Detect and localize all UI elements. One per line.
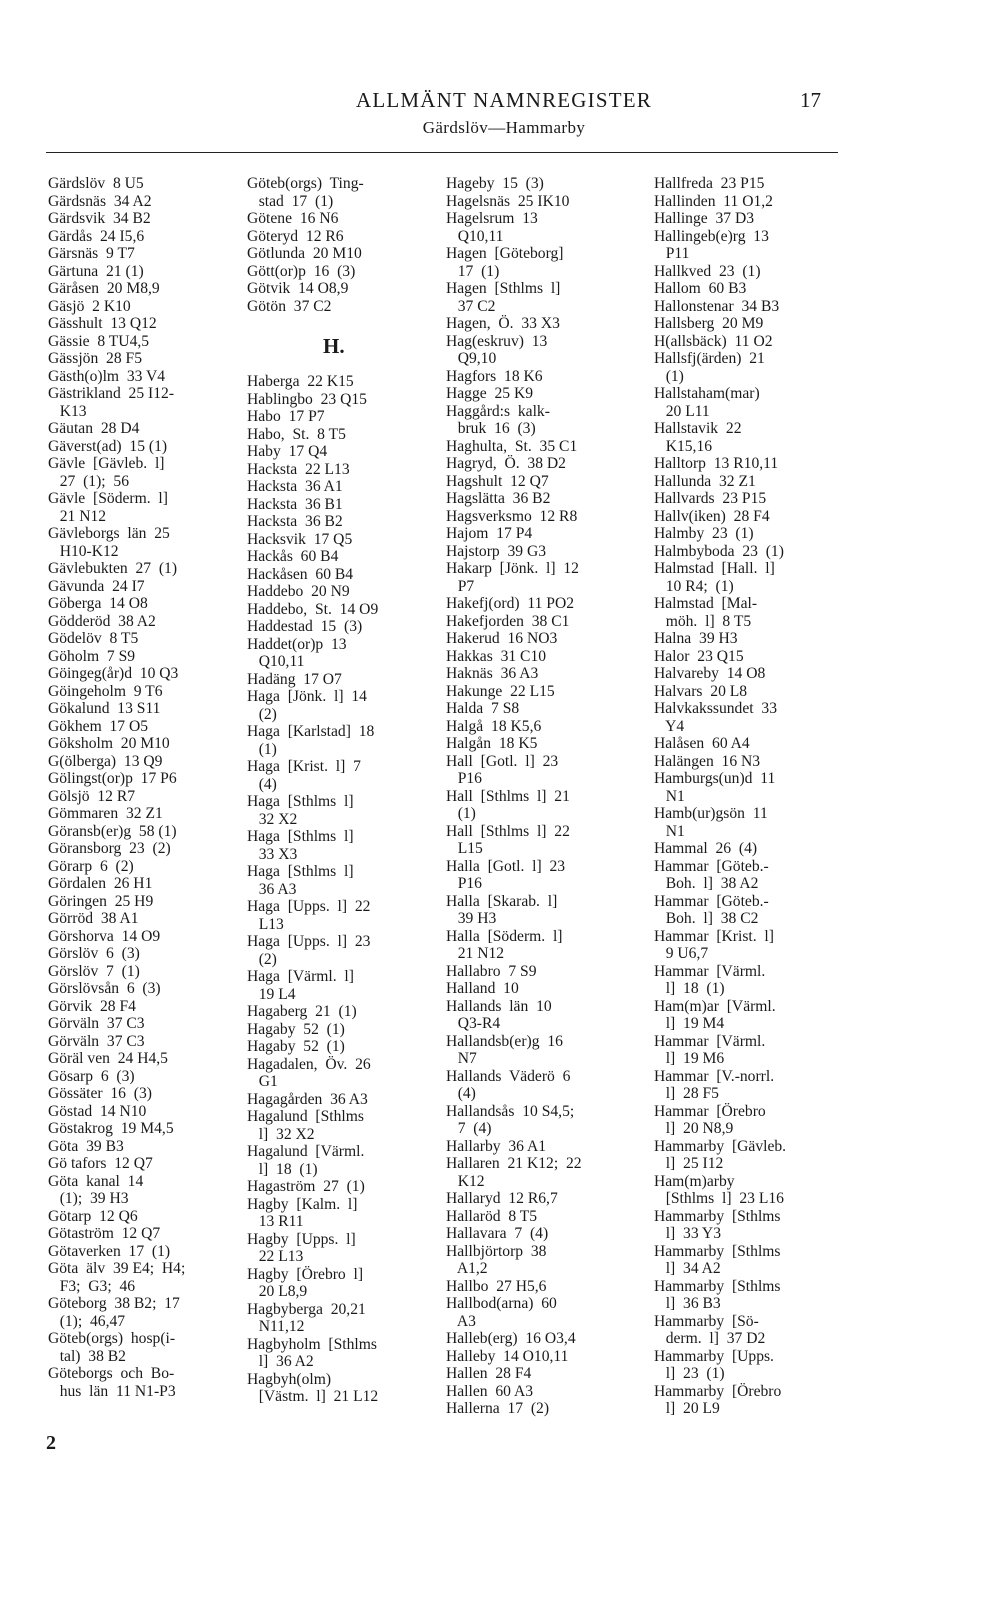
index-entry: Haberga 22 K15 (247, 373, 354, 390)
index-entry: Götaverken 17 (1) (48, 1242, 171, 1260)
page-range: Gärdslöv—Hammarby (422, 118, 586, 137)
index-entry: l] 36 A2 (247, 1353, 314, 1370)
index-entry: Hallbjörtorp 38 (446, 1242, 547, 1260)
index-entry: Hallv(iken) 28 F4 (654, 507, 770, 525)
section-letter: H. (323, 334, 345, 358)
index-entry: Hallabro 7 S9 (446, 962, 537, 980)
index-entry: Göstakrog 19 M4,5 (48, 1120, 174, 1137)
index-entry: Halla [Gotl. l] 23 (446, 857, 566, 875)
header-rule (46, 152, 838, 153)
index-entry: Hacksta 36 B2 (247, 513, 343, 530)
index-entry: Gässie 8 TU4,5 (48, 332, 150, 350)
index-entry: Haggård:s kalk- (446, 402, 550, 420)
index-entry: (1); 39 H3 (48, 1190, 129, 1207)
index-entry: Hall [Sthlms l] 22 (446, 822, 570, 840)
index-entry: Hagadalen, Öv. 26 (247, 1055, 371, 1073)
index-entry: Hallen 60 A3 (446, 1382, 534, 1400)
index-entry: Hallarby 36 A1 (446, 1137, 547, 1155)
index-entry: Halltorp 13 R10,11 (654, 455, 779, 472)
index-entry: Haddet(or)p 13 (247, 635, 347, 653)
index-entry: stad 17 (1) (247, 192, 334, 210)
index-entry: Q10,11 (247, 653, 305, 670)
index-entry: N11,12 (247, 1318, 305, 1335)
index-entry: Boh. l] 38 A2 (654, 875, 759, 892)
index-entry: Gökalund 13 S11 (48, 700, 161, 717)
index-entry: Hagaby 52 (1) (247, 1038, 345, 1055)
index-entry: G(ölberga) 13 Q9 (48, 752, 163, 770)
index-entry: N7 (446, 1050, 477, 1067)
index-entry: Hammal 26 (4) (654, 840, 758, 857)
index-entry: l] 33 Y3 (654, 1225, 721, 1242)
index-entry: Hallom 60 B3 (654, 280, 747, 297)
index-entry: Göberga 14 O8 (48, 595, 148, 612)
index-entry: Görväln 37 C3 (48, 1015, 145, 1032)
index-entry: Göksholm 20 M10 (48, 735, 170, 752)
index-entry: Halmstad [Hall. l] (654, 560, 775, 577)
index-entry: (2) (247, 705, 277, 723)
index-entry: Halor 23 Q15 (654, 647, 744, 665)
index-entry: Görröd 38 A1 (48, 910, 139, 927)
index-entry: Haga [Sthlms l] (247, 793, 354, 810)
index-entry: Gäverst(ad) 15 (1) (48, 437, 168, 455)
index-entry: Gärdås 24 I5,6 (48, 227, 145, 245)
index-entry: Halvareby 14 O8 (654, 665, 766, 682)
index-entry: L15 (446, 840, 483, 857)
index-entry: Halleb(erg) 16 O3,4 (446, 1330, 576, 1347)
index-entry: 7 (4) (446, 1120, 492, 1137)
index-entry: [Västm. l] 21 L12 (247, 1388, 379, 1405)
index-entry: (4) (446, 1085, 476, 1102)
index-entry: G1 (247, 1073, 278, 1090)
index-entry: F3; G3; 46 (48, 1277, 136, 1295)
index-entry: P11 (654, 245, 690, 262)
index-entry: Gärdslöv 8 U5 (48, 175, 144, 192)
index-entry: Hagshult 12 Q7 (446, 472, 549, 490)
index-entry: 21 N12 (48, 507, 107, 525)
index-entry: Gärsnäs 9 T7 (48, 245, 135, 262)
index-entry: Hallaryd 12 R6,7 (446, 1190, 558, 1207)
index-entry: Hagfors 18 K6 (446, 367, 543, 385)
index-entry: Gässhult 13 Q12 (48, 315, 157, 332)
index-entry: Göta 39 B3 (48, 1137, 124, 1155)
index-column-1 (48, 175, 238, 1400)
index-entry: Gässjön 28 F5 (48, 350, 143, 367)
index-entry: Gäsjö 2 K10 (48, 297, 131, 315)
index-entry: 17 (1) (446, 262, 500, 280)
index-entry: Hacksta 22 L13 (247, 460, 350, 478)
index-entry: Hagryd, Ö. 38 D2 (446, 455, 566, 472)
index-entry: Hammarby [Örebro (654, 1382, 782, 1400)
index-entry: 9 U6,7 (654, 945, 709, 962)
index-entry: Gött(or)p 16 (3) (247, 262, 356, 280)
index-entry: Hall [Sthlms l] 21 (446, 787, 570, 805)
index-entry: möh. l] 8 T5 (654, 612, 752, 630)
index-entry: Habo 17 P7 (247, 408, 325, 425)
index-entry: Hagsverksmo 12 R8 (446, 507, 578, 525)
index-entry: Hagge 25 K9 (446, 385, 534, 402)
index-entry: l] 34 A2 (654, 1260, 721, 1277)
index-entry: Halland 10 (446, 980, 519, 997)
index-entry: Hagen, Ö. 33 X3 (446, 315, 560, 332)
index-entry: [Sthlms l] 23 L16 (654, 1190, 784, 1207)
index-entry: Götarp 12 Q6 (48, 1207, 138, 1225)
index-entry: Hallkved 23 (1) (654, 262, 761, 280)
index-entry: Hallaröd 8 T5 (446, 1207, 538, 1225)
index-entry: Görslöv 6 (3) (48, 945, 140, 962)
index-entry: Hageby 15 (3) (446, 175, 544, 192)
index-entry: Göingeholm 9 T6 (48, 682, 163, 700)
index-entry: derm. l] 37 D2 (654, 1330, 766, 1347)
index-entry: l] 23 (1) (654, 1365, 725, 1382)
index-entry: Hagelsnäs 25 IK10 (446, 192, 570, 210)
page-title: ALLMÄNT NAMNREGISTER (355, 88, 653, 112)
index-entry: (1) (247, 740, 277, 758)
index-column-2 (247, 175, 437, 1406)
index-entry: 20 L8,9 (247, 1283, 308, 1300)
index-entry: (1) (446, 805, 476, 822)
index-entry: l] 20 N8,9 (654, 1120, 734, 1137)
index-entry: Gäråsen 20 M8,9 (48, 280, 160, 297)
index-entry: Hammar [Göteb.- (654, 857, 769, 875)
index-entry: Halvars 20 L8 (654, 682, 748, 700)
index-entry: Ham(m)arby (654, 1172, 735, 1190)
index-entry: Hammarby [Sthlms (654, 1277, 781, 1295)
index-entry: Hammar [Värml. (654, 1032, 766, 1050)
index-entry: Hammarby [Sthlms (654, 1242, 781, 1260)
index-column-3 (446, 175, 638, 1418)
index-entry: Hagagården 36 A3 (247, 1090, 368, 1108)
index-entry: (4) (247, 775, 277, 793)
index-entry: N1 (654, 787, 685, 805)
index-entry: Hamb(ur)gsön 11 (654, 805, 768, 822)
index-entry: l] 36 B3 (654, 1295, 721, 1312)
index-entry: Hakkas 31 C10 (446, 647, 547, 665)
index-entry: Gäutan 28 D4 (48, 420, 140, 437)
index-entry: Halmbyboda 23 (1) (654, 542, 784, 560)
index-entry: l] 18 (1) (654, 980, 725, 997)
index-entry: Hallsfj(ärden) 21 (654, 350, 765, 367)
index-entry: H(allsbäck) 11 O2 (654, 332, 773, 350)
index-entry: Hadäng 17 O7 (247, 670, 342, 688)
index-entry: Hammar [V.-norrl. (654, 1067, 775, 1085)
index-entry: Göstad 14 N10 (48, 1102, 147, 1120)
index-entry: Hakunge 22 L15 (446, 682, 555, 700)
index-entry: Halmstad [Mal- (654, 595, 758, 612)
index-entry: Götene 16 N6 (247, 210, 339, 227)
index-entry: N1 (654, 822, 685, 840)
index-entry: Hagbyh(olm) (247, 1370, 332, 1388)
section-spacer (247, 315, 437, 333)
index-entry: Q10,11 (446, 227, 504, 245)
index-entry: Hagaby 52 (1) (247, 1020, 345, 1038)
index-entry: Hablingbo 23 Q15 (247, 390, 367, 408)
index-entry: l] 25 I12 (654, 1155, 724, 1172)
index-entry: Hacksvik 17 Q5 (247, 530, 353, 548)
index-entry: Hallerna 17 (2) (446, 1400, 550, 1417)
index-entry: Haghulta, St. 35 C1 (446, 437, 578, 455)
index-entry: Göringen 25 H9 (48, 892, 154, 910)
index-entry: Haga [Upps. l] 22 (247, 898, 371, 915)
index-entry: Hagslätta 36 B2 (446, 490, 551, 507)
index-entry: Hammarby [Sö- (654, 1312, 759, 1330)
index-entry: Hagbyberga 20,21 (247, 1300, 366, 1318)
index-entry: Halla [Söderm. l] (446, 927, 563, 945)
index-entry: 10 R4; (1) (654, 577, 734, 595)
index-entry: Görslöv 7 (1) (48, 962, 140, 980)
index-entry: Hallavara 7 (4) (446, 1225, 549, 1242)
index-entry: A3 (446, 1312, 476, 1330)
index-entry: Gävunda 24 I7 (48, 577, 145, 595)
index-entry: Görvik 28 F4 (48, 997, 136, 1015)
index-entry: Hall [Gotl. l] 23 (446, 752, 559, 770)
index-entry: l] 19 M6 (654, 1050, 725, 1067)
index-column-4 (654, 175, 844, 1418)
index-entry: Hacksta 36 B1 (247, 495, 343, 513)
index-entry: Halvkakssundet 33 (654, 700, 777, 717)
index-entry: Gödderöd 38 A2 (48, 612, 156, 630)
index-entry: Hallvards 23 P15 (654, 490, 767, 507)
index-entry: Hacksta 36 A1 (247, 478, 343, 495)
index-entry: Haga [Sthlms l] (247, 863, 354, 880)
index-entry: 22 L13 (247, 1248, 304, 1265)
index-entry: Gökhem 17 O5 (48, 717, 149, 735)
index-entry: Hammar [Värml. (654, 962, 766, 980)
index-entry: l] 20 L9 (654, 1400, 720, 1417)
index-entry: Göteborg 38 B2; 17 (48, 1295, 180, 1312)
index-entry: Boh. l] 38 C2 (654, 910, 759, 927)
index-entry: Haddebo, St. 14 O9 (247, 600, 379, 618)
index-entry: l] 18 (1) (247, 1160, 318, 1178)
index-entry: 19 L4 (247, 985, 296, 1003)
index-entry: Hallands Väderö 6 (446, 1067, 571, 1085)
index-entry: Hajom 17 P4 (446, 525, 533, 542)
index-entry: Hallfreda 23 P15 (654, 175, 765, 192)
index-entry: Gödelöv 8 T5 (48, 630, 139, 647)
index-entry: Gärdsvik 34 B2 (48, 210, 151, 227)
index-entry: Hallbo 27 H5,6 (446, 1277, 547, 1295)
index-entry: Hammar [Krist. l] (654, 927, 774, 945)
index-entry: K15,16 (654, 437, 713, 455)
index-entry: Götaström 12 Q7 (48, 1225, 161, 1242)
index-entry: Hallandsås 10 S4,5; (446, 1102, 575, 1120)
index-entry: Hakarp [Jönk. l] 12 (446, 560, 579, 577)
index-entry: Q3-R4 (446, 1015, 501, 1032)
index-entry: l] 19 M4 (654, 1015, 725, 1032)
index-entry: Gösarp 6 (3) (48, 1067, 135, 1085)
index-entry: Halgå 18 K5,6 (446, 717, 542, 735)
index-entry: Hakerud 16 NO3 (446, 630, 558, 647)
index-entry: Hakefj(ord) 11 PO2 (446, 595, 575, 612)
index-entry: Gölingst(or)p 17 P6 (48, 770, 177, 787)
index-entry: Göteb(orgs) hosp(i- (48, 1330, 176, 1347)
index-entry: 33 X3 (247, 845, 298, 863)
index-entry: Göteryd 12 R6 (247, 227, 344, 245)
index-entry: Gästrikland 25 I12- (48, 385, 175, 402)
index-entry: Hagen [Göteborg] (446, 245, 564, 262)
index-entry: Hallonstenar 34 B3 (654, 297, 780, 315)
index-entry: Haga [Värml. l] (247, 968, 354, 985)
index-entry: l] 28 F5 (654, 1085, 719, 1102)
index-entry: Gävle [Söderm. l] (48, 490, 168, 507)
index-entry: Halåsen 60 A4 (654, 735, 750, 752)
index-entry: Gössäter 16 (3) (48, 1085, 152, 1102)
index-entry: K12 (446, 1172, 485, 1190)
index-entry: Göholm 7 S9 (48, 647, 136, 665)
index-entry: Gävleborgs län 25 (48, 525, 170, 542)
index-entry: Görarp 6 (2) (48, 857, 134, 875)
index-entry: 37 C2 (446, 297, 496, 315)
index-entry: Haby 17 Q4 (247, 443, 328, 460)
index-entry: Habo, St. 8 T5 (247, 425, 346, 443)
index-entry: Halda 7 S8 (446, 700, 520, 717)
index-entry: Gärdsnäs 34 A2 (48, 192, 152, 210)
index-entry: Haknäs 36 A3 (446, 665, 539, 682)
index-entry: Y4 (654, 717, 685, 735)
signature-mark: 2 (46, 1432, 56, 1454)
index-entry: Göingeg(år)d 10 Q3 (48, 665, 179, 682)
index-entry: Haga [Krist. l] 7 (247, 758, 361, 775)
index-entry: Gävle [Gävleb. l] (48, 455, 165, 472)
index-entry: A1,2 (446, 1260, 488, 1277)
index-entry: bruk 16 (3) (446, 420, 536, 437)
index-entry: l] 32 X2 (247, 1125, 315, 1143)
index-entry: Gästh(o)lm 33 V4 (48, 367, 166, 385)
index-entry: Göteborgs och Bo- (48, 1365, 175, 1382)
index-entry: Gö tafors 12 Q7 (48, 1155, 153, 1172)
index-entry: (1) (654, 367, 684, 385)
index-entry: Hallbod(arna) 60 (446, 1295, 557, 1312)
index-entry: Götvik 14 O8,9 (247, 280, 349, 297)
index-entry: Q9,10 (446, 350, 497, 367)
index-entry: Haga [Sthlms l] (247, 828, 354, 845)
index-entry: tal) 38 B2 (48, 1347, 126, 1365)
index-entry: Hagalund [Sthlms (247, 1108, 364, 1125)
index-entry: 21 N12 (446, 945, 505, 962)
index-entry: Hallstaham(mar) (654, 385, 760, 402)
index-entry: Hallands län 10 (446, 997, 552, 1015)
index-entry: Hakefjorden 38 C1 (446, 612, 570, 630)
index-entry: Hallaren 21 K12; 22 (446, 1155, 582, 1172)
index-entry: Hallinge 37 D3 (654, 210, 755, 227)
index-entry: Hallingeb(e)rg 13 (654, 227, 769, 245)
index-entry: Hagby [Örebro l] (247, 1265, 364, 1283)
index-entry: Hajstorp 39 G3 (446, 542, 547, 560)
index-entry: Hammarby [Gävleb. (654, 1137, 787, 1155)
index-entry: Hagen [Sthlms l] (446, 280, 561, 297)
index-entry: Götön 37 C2 (247, 297, 332, 315)
index-entry: Hammar [Örebro (654, 1102, 766, 1120)
index-entry: Hag(eskruv) 13 (446, 332, 548, 350)
index-entry: Halängen 16 N3 (654, 752, 761, 770)
index-entry: Gördalen 26 H1 (48, 875, 153, 892)
index-entry: Hallstavik 22 (654, 420, 742, 437)
index-entry: Göta kanal 14 (48, 1172, 144, 1190)
index-entry: Haga [Upps. l] 23 (247, 933, 371, 950)
index-entry: Hagby [Kalm. l] (247, 1195, 358, 1213)
index-entry: Halleby 14 O10,11 (446, 1347, 569, 1365)
index-entry: (1); 46,47 (48, 1312, 126, 1330)
index-entry: Hallen 28 F4 (446, 1365, 532, 1382)
index-entry: Haddestad 15 (3) (247, 618, 363, 635)
index-entry: Halla [Skarab. l] (446, 892, 558, 910)
index-entry: Gömmaren 32 Z1 (48, 805, 163, 822)
index-entry: Göta älv 39 E4; H4; (48, 1260, 186, 1277)
index-entry: hus län 11 N1-P3 (48, 1382, 176, 1400)
index-entry: Görshorva 14 O9 (48, 927, 161, 945)
index-entry: Hammar [Göteb.- (654, 892, 769, 910)
index-entry: P7 (446, 577, 475, 595)
index-entry: Göransb(er)g 58 (1) (48, 822, 177, 840)
index-entry: Hamburgs(un)d 11 (654, 770, 776, 787)
index-entry: K13 (48, 402, 87, 420)
index-entry: 27 (1); 56 (48, 472, 129, 490)
index-entry: 36 A3 (247, 880, 297, 898)
index-entry: 39 H3 (446, 910, 497, 927)
index-entry: L13 (247, 915, 284, 933)
index-entry: Gävlebukten 27 (1) (48, 560, 178, 577)
index-entry: Haddebo 20 N9 (247, 583, 350, 600)
index-entry: P16 (446, 770, 482, 787)
index-entry: Halna 39 H3 (654, 630, 738, 647)
index-entry: Hallandsb(er)g 16 (446, 1032, 563, 1050)
index-entry: P16 (446, 875, 482, 892)
index-entry: 20 L11 (654, 402, 710, 420)
index-entry: Gärtuna 21 (1) (48, 262, 144, 280)
index-entry: Götlunda 20 M10 (247, 245, 362, 262)
index-entry: Ham(m)ar [Värml. (654, 997, 776, 1015)
index-entry: H10-K12 (48, 542, 119, 560)
index-entry: Hagbyholm [Sthlms (247, 1335, 377, 1353)
index-entry: Haga [Karlstad] 18 (247, 723, 375, 740)
index-entry: Haga [Jönk. l] 14 (247, 688, 367, 705)
index-entry: Hammarby [Sthlms (654, 1207, 781, 1225)
index-entry: Hallinden 11 O1,2 (654, 192, 773, 210)
index-entry: Hallsberg 20 M9 (654, 315, 764, 332)
index-entry: (2) (247, 950, 277, 968)
index-entry: Hagby [Upps. l] (247, 1230, 356, 1248)
index-entry: Göräl ven 24 H4,5 (48, 1050, 168, 1067)
index-entry: Halmby 23 (1) (654, 525, 754, 542)
index-entry: Görväln 37 C3 (48, 1032, 145, 1050)
index-entry: Görslövsån 6 (3) (48, 980, 161, 997)
index-entry: Halgån 18 K5 (446, 735, 538, 752)
index-entry: Hagaberg 21 (1) (247, 1003, 357, 1020)
index-entry: Hackåsen 60 B4 (247, 565, 354, 583)
index-entry: Hagelsrum 13 (446, 210, 538, 227)
index-entry: 13 R11 (247, 1213, 304, 1230)
index-entry: Gölsjö 12 R7 (48, 787, 136, 805)
index-entry: Göteb(orgs) Ting- (247, 175, 364, 192)
index-entry: Hammarby [Upps. (654, 1347, 774, 1365)
page-number: 17 (800, 88, 821, 112)
index-entry: Hagalund [Värml. (247, 1143, 365, 1160)
index-entry: Hagaström 27 (1) (247, 1178, 365, 1195)
index-entry: Hallunda 32 Z1 (654, 472, 756, 490)
index-entry: 32 X2 (247, 810, 298, 828)
index-entry: Hackås 60 B4 (247, 548, 339, 565)
index-entry: Göransborg 23 (2) (48, 840, 171, 857)
